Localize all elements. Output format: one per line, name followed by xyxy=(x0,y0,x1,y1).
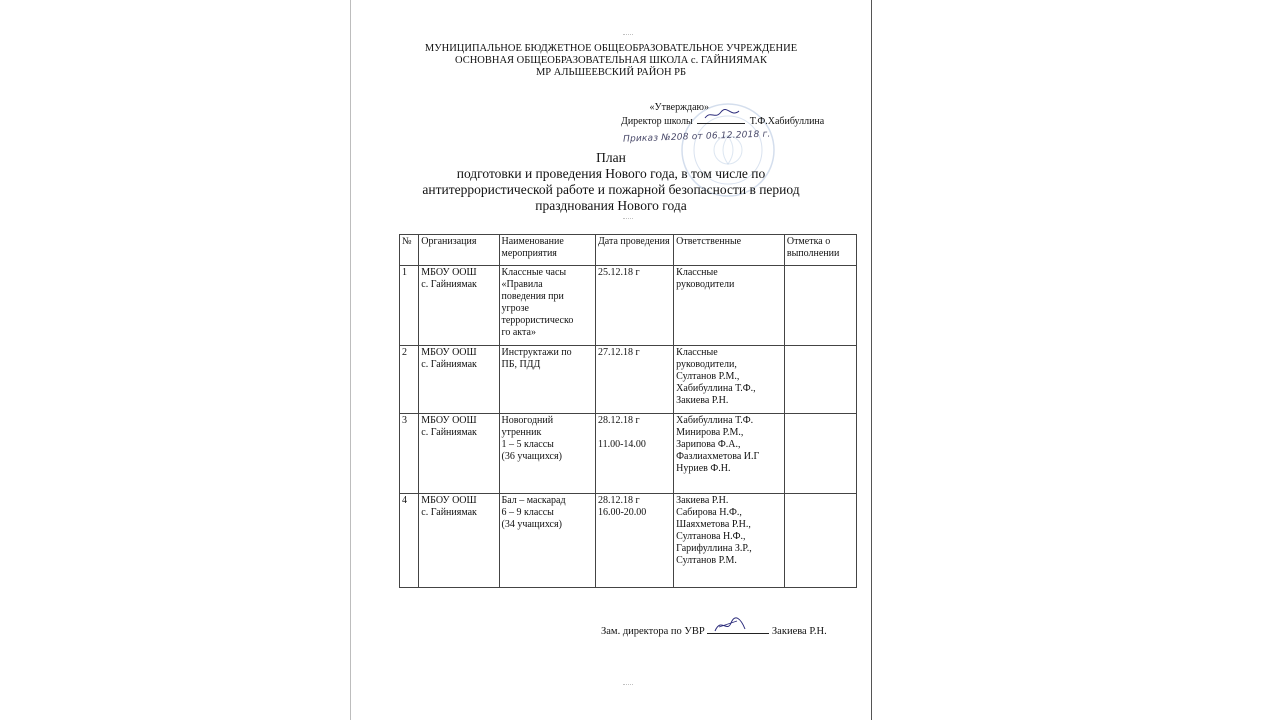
responsible-line: Нуриев Ф.Н. xyxy=(676,463,731,474)
org-line: с. Гайниямак xyxy=(421,507,477,518)
scan-artifact xyxy=(623,34,633,39)
responsible-line: руководители, xyxy=(676,359,737,370)
row-number: 2 xyxy=(400,346,419,414)
row-date xyxy=(595,494,673,588)
event-line: (34 учащихся) xyxy=(501,519,562,530)
row-organization xyxy=(419,266,499,346)
row-event xyxy=(499,494,595,588)
responsible-line: Фазлиахметова И.Г xyxy=(676,451,760,462)
director-label: Директор школы xyxy=(621,116,693,127)
date-line: 27.12.18 г xyxy=(597,347,640,358)
row-organization xyxy=(419,346,499,414)
row-number: 1 xyxy=(400,266,419,346)
date-line: 11.00-14.00 xyxy=(597,439,646,450)
row-completion-mark xyxy=(784,266,856,346)
row-event xyxy=(499,266,595,346)
plan-title: План xyxy=(596,150,626,165)
responsible-line: Султанов Р.М. xyxy=(676,555,737,566)
column-header-event: Наименование мероприятия xyxy=(499,235,595,266)
row-responsible xyxy=(674,414,785,494)
table-row xyxy=(400,346,857,414)
row-organization xyxy=(419,494,499,588)
scan-artifact xyxy=(623,218,633,223)
responsible-line: Сабирова Н.Ф., xyxy=(676,507,742,518)
scan-artifact xyxy=(623,684,633,689)
deputy-name: Закиева Р.Н. xyxy=(771,626,827,637)
table-row xyxy=(400,266,857,346)
row-completion-mark xyxy=(784,414,856,494)
header-line-3: МР АЛЬШЕЕВСКИЙ РАЙОН РБ xyxy=(535,67,687,78)
row-responsible xyxy=(674,346,785,414)
table-row xyxy=(400,494,857,588)
responsible-line: Закиева Р.Н. xyxy=(676,495,729,506)
plan-title-block xyxy=(351,150,871,214)
event-line: Инструктажи по xyxy=(501,347,572,358)
column-header-completion-mark: Отметка о выполнении xyxy=(784,235,856,266)
row-responsible xyxy=(674,494,785,588)
deputy-label: Зам. директора по УВР xyxy=(601,626,705,637)
date-line xyxy=(598,427,671,439)
row-organization xyxy=(419,414,499,494)
date-line: 28.12.18 г xyxy=(597,495,640,506)
row-number: 4 xyxy=(400,494,419,588)
event-line: 6 – 9 классы xyxy=(501,507,554,518)
row-date xyxy=(595,414,673,494)
header-line-2: ОСНОВНАЯ ОБЩЕОБРАЗОВАТЕЛЬНАЯ ШКОЛА с. ГАЙНИЯМАК xyxy=(454,55,768,66)
org-line: МБОУ ООШ xyxy=(421,415,477,426)
responsible-line: руководители xyxy=(676,279,735,290)
responsible-line: Хабибуллина Т.Ф. xyxy=(676,415,754,426)
deputy-signature-block xyxy=(601,623,861,637)
org-line: МБОУ ООШ xyxy=(421,267,477,278)
row-completion-mark xyxy=(784,346,856,414)
responsible-line: Гарифуллина З.Р., xyxy=(676,543,752,554)
org-line: МБОУ ООШ xyxy=(421,495,477,506)
org-line: с. Гайниямак xyxy=(421,359,477,370)
approval-block xyxy=(621,102,831,145)
deputy-signature-line xyxy=(707,623,769,634)
event-line: террористическо xyxy=(501,315,574,326)
event-line: 1 – 5 классы xyxy=(501,439,554,450)
org-line: МБОУ ООШ xyxy=(421,347,477,358)
responsible-line: Закиева Р.Н. xyxy=(676,395,729,406)
row-date xyxy=(595,266,673,346)
signature-icon xyxy=(703,108,743,122)
responsible-line: Зарипова Ф.А., xyxy=(676,439,741,450)
date-line: 25.12.18 г xyxy=(597,267,640,278)
column-header-organization: Организация xyxy=(419,235,499,266)
org-line: с. Гайниямак xyxy=(421,427,477,438)
column-header-responsible: Ответственные xyxy=(674,235,785,266)
responsible-line: Шаяхметова Р.Н., xyxy=(676,519,751,530)
responsible-line: Классные xyxy=(676,267,718,278)
responsible-line: Султанова Н.Ф., xyxy=(676,531,746,542)
event-line: Новогодний xyxy=(501,415,554,426)
responsible-line: Султанов Р.М., xyxy=(676,371,740,382)
row-responsible xyxy=(674,266,785,346)
event-line: Классные часы xyxy=(501,267,567,278)
order-note: Приказ №208 от 06.12.2018 г. xyxy=(622,129,771,145)
row-completion-mark xyxy=(784,494,856,588)
table-header-row xyxy=(400,235,857,266)
column-header-number: № xyxy=(400,235,419,266)
row-date xyxy=(595,346,673,414)
responsible-line: Хабибуллина Т.Ф., xyxy=(676,383,756,394)
header-line-1: МУНИЦИПАЛЬНОЕ БЮДЖЕТНОЕ ОБЩЕОБРАЗОВАТЕЛЬНОЕ УЧРЕЖДЕНИЕ xyxy=(424,43,798,54)
director-signature-line xyxy=(697,114,745,124)
event-line: утренник xyxy=(501,427,542,438)
row-number: 3 xyxy=(400,414,419,494)
event-line: угрозе xyxy=(501,303,529,314)
responsible-line: Минирова Р.М., xyxy=(676,427,744,438)
responsible-line: Классные xyxy=(676,347,718,358)
event-line: поведения при xyxy=(501,291,564,302)
org-line: с. Гайниямак xyxy=(421,279,477,290)
document-page xyxy=(350,0,872,720)
date-line: 16.00-20.00 xyxy=(597,507,647,518)
event-line: (36 учащихся) xyxy=(501,451,562,462)
event-line: Бал – маскарад xyxy=(501,495,566,506)
approval-title: «Утверждаю» xyxy=(649,102,709,113)
row-event xyxy=(499,346,595,414)
table-row xyxy=(400,414,857,494)
event-line: «Правила xyxy=(501,279,543,290)
row-event xyxy=(499,414,595,494)
director-line xyxy=(621,114,831,128)
events-table xyxy=(399,234,857,588)
director-name: Т.Ф.Хабибуллина xyxy=(749,116,825,127)
date-line: 28.12.18 г xyxy=(597,415,640,426)
document-header xyxy=(351,43,871,79)
column-header-date: Дата проведения xyxy=(595,235,673,266)
event-line: ПБ, ПДД xyxy=(501,359,541,370)
event-line: го акта» xyxy=(501,327,536,338)
plan-subtitle: подготовки и проведения Нового года, в том числе по антитеррористической работе и пожарной безопасности в период празднования Нового года xyxy=(422,166,800,213)
signature-icon xyxy=(711,615,751,635)
